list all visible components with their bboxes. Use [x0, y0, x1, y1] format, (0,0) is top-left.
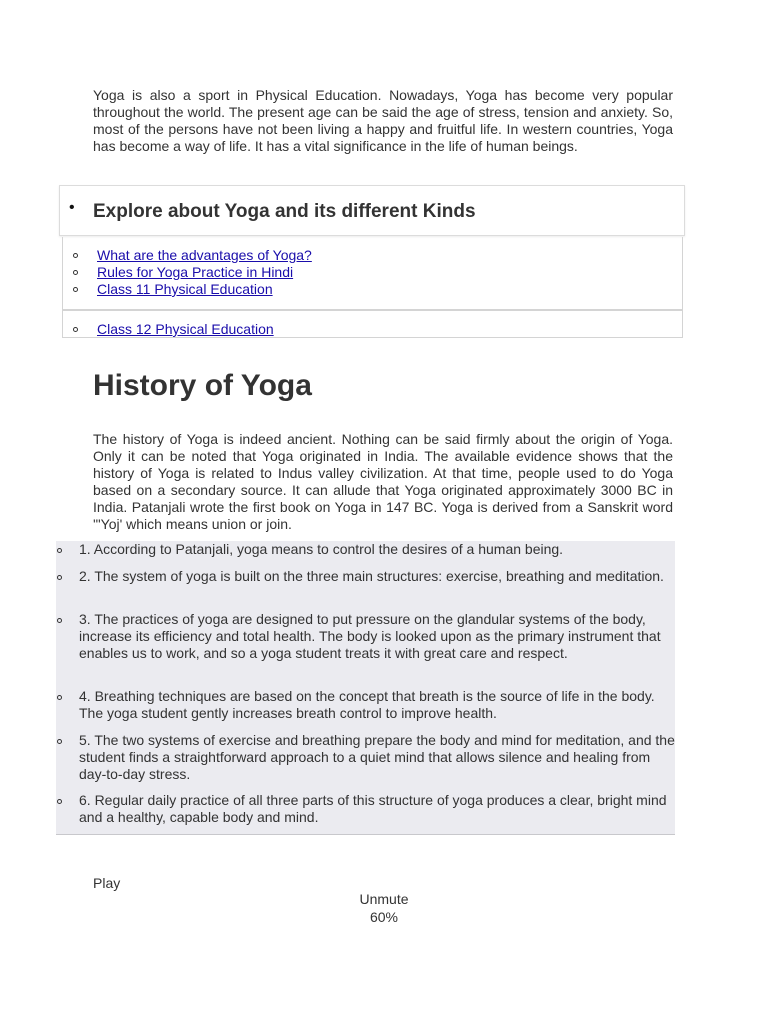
circle-bullet-icon [57, 695, 62, 700]
circle-bullet-icon [57, 739, 62, 744]
point-text: 4. Breathing techniques are based on the concept that breath is the source of life in the body. The yoga student gently increases breath control to improve health. [79, 688, 655, 721]
point-text: 3. The practices of yoga are designed to put pressure on the glandular systems of the body, increase its efficiency and total health. The body is looked upon as the primary instrument that enables us to work, and so a yoga student treats it with great care and respect. [79, 611, 661, 661]
related-links-list-2 [62, 310, 683, 338]
link-advantages-of-yoga[interactable]: What are the advantages of Yoga? [97, 247, 312, 263]
point-text: 2. The system of yoga is built on the three main structures: exercise, breathing and meditation. [79, 568, 664, 584]
unmute-button[interactable]: Unmute [359, 891, 409, 907]
bullet-icon: • [69, 199, 75, 216]
point-text: 1. According to Patanjali, yoga means to control the desires of a human being. [79, 541, 564, 557]
volume-level[interactable]: 60% [369, 909, 399, 925]
play-button[interactable]: Play [93, 875, 121, 891]
point-text: 6. Regular daily practice of all three parts of this structure of yoga produces a clear, bright mind and a healthy, capable body and mind. [79, 792, 667, 825]
point-text: 5. The two systems of exercise and breathing prepare the body and mind for meditation, and the student finds a straightforward approach to a quiet mind that allows silence and healing from day-to-day stress. [79, 732, 675, 782]
explore-heading-box [59, 185, 685, 236]
intro-paragraph: Yoga is also a sport in Physical Education. Nowadays, Yoga has become very popular throughout the world. The present age can be said the age of stress, tension and anxiety. So, most of the persons have not been living a happy and fruitful life. In western countries, Yoga has become a way of life. It has a vital significance in the life of human beings. [93, 87, 673, 154]
related-links-list [62, 237, 683, 310]
history-paragraph: The history of Yoga is indeed ancient. Nothing can be said firmly about the origin of Yoga. Only it can be noted that Yoga originated in India. The available evidence shows that the history of Yoga is related to Indus valley civilization. At that time, people used to do Yoga based on a secondary source. It can allude that Yoga originated approximately 3000 BC in India. Patanjali wrote the first book on Yoga in 147 BC. Yoga is derived from a Sanskrit word '"Yoj' which means union or join. [93, 431, 673, 532]
circle-bullet-icon [73, 327, 78, 332]
circle-bullet-icon [57, 575, 62, 580]
circle-bullet-icon [57, 618, 62, 623]
explore-heading: Explore about Yoga and its different Kinds [93, 201, 476, 222]
circle-bullet-icon [73, 270, 78, 275]
history-heading: History of Yoga [93, 369, 312, 402]
circle-bullet-icon [57, 548, 62, 553]
yoga-points-list [56, 541, 675, 835]
link-class-12-physical-education[interactable]: Class 12 Physical Education [97, 321, 274, 337]
circle-bullet-icon [57, 799, 62, 804]
circle-bullet-icon [73, 287, 78, 292]
link-rules-yoga-hindi[interactable]: Rules for Yoga Practice in Hindi [97, 264, 294, 280]
circle-bullet-icon [73, 253, 78, 258]
link-class-11-physical-education[interactable]: Class 11 Physical Education [97, 281, 273, 297]
